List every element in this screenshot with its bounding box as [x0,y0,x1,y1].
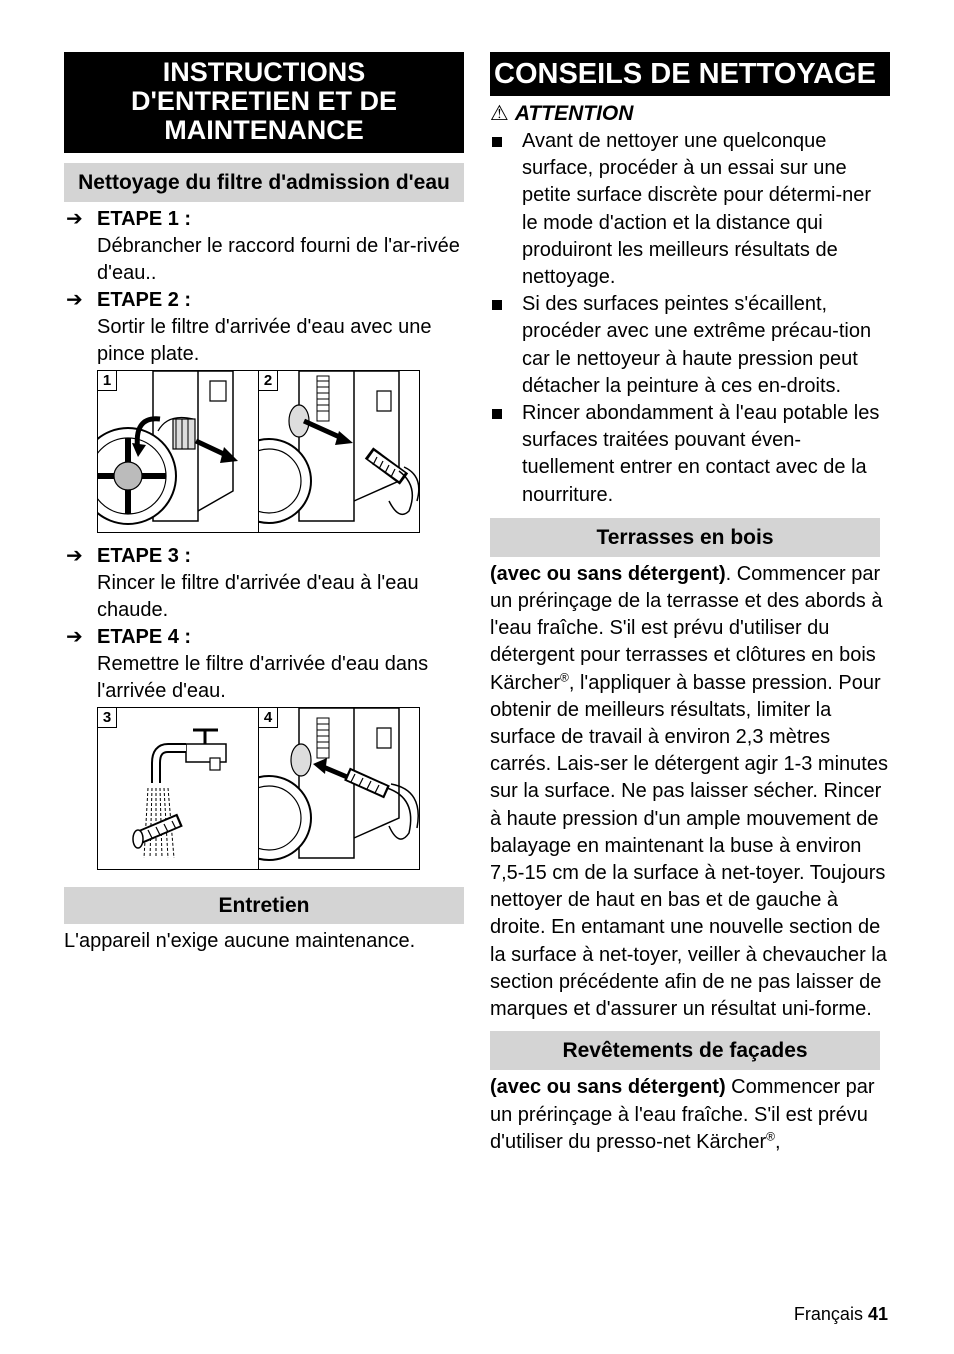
arrow-right-icon: ➔ [66,289,83,311]
arrow-right-icon: ➔ [66,545,83,567]
figure-panel-3 [98,708,259,869]
arrow-right-icon: ➔ [66,208,83,230]
step-1 [64,206,464,287]
page-number: 41 [867,1304,888,1324]
step-2 [64,287,464,368]
list-item: Avant de nettoyer une quelconque surface, procéder à un essai sur une petite surface discrète pour détermi-ner le mode d'action et la distance qui produiront les meilleurs résultats de nettoyage. [490,128,890,291]
figure-panel-4 [259,708,419,869]
figure-steps-1-2 [97,370,420,533]
page-footer [794,1302,888,1326]
terrasses-heading: Terrasses en bois [490,518,880,557]
rinse-filter-tap-illustration [98,708,258,869]
terrasses-text: (avec ou sans détergent). Commencer par un prérinçage de la terrasse et des abords à l'eau fraîche. S'il est prévu d'utiliser du détergent pour terrasses et clôtures en bois Kärcher®, l'appliquer à basse pression. Pour obtenir de meilleurs résultats, limiter la surface de travail à environ 2,3 mètres carrés. Lais-ser le détergent agir 1-3 minutes sur la surface. Ne pas laisser sécher. Rincer à haute pression d'un ample mouvement de balayage en maintenant la buse à environ 7,5-15 cm de la surface à net-toyer. Toujours nettoyer de haut en bas et de gauche à droite. En entamant une nouvelle section de la surface à net-toyer, veiller à chevaucher la section précédente afin de ne pas laisser de marques et d'assurer un résultat uni-forme. [490,562,888,1021]
figure-steps-3-4 [97,707,420,870]
step-2-text: Sortir le filtre d'arrivée d'eau avec une pince plate. [97,316,432,365]
step-3-label: ETAPE 3 : [97,545,192,567]
step-2-label: ETAPE 2 : [97,289,192,311]
step-3 [64,543,464,624]
footer-language: Français [793,1304,863,1324]
bullet-square-icon [492,300,502,310]
arrow-right-icon: ➔ [66,626,83,648]
figure-number: 4 [259,708,278,728]
left-column [64,52,464,955]
step-1-text: Débrancher le raccord fourni de l'ar-rivée d'eau.. [97,235,460,284]
registered-mark: ® [560,670,569,684]
unplug-connector-illustration [98,371,258,532]
list-item: Rincer abondamment à l'eau potable les surfaces traitées pouvant éven-tuellement entrer en contact avec de la nourriture. [490,400,890,509]
step-4-label: ETAPE 4 : [97,626,192,648]
facades-heading: Revêtements de façades [490,1031,880,1070]
facades-text: (avec ou sans détergent) Commencer par un prérinçage à l'eau fraîche. S'il est prévu d'utiliser du presso-net Kärcher®, [490,1076,875,1153]
registered-mark: ® [766,1129,776,1144]
figure-panel-2 [259,371,419,532]
facades-detergent-note: (avec ou sans détergent) [490,1076,726,1099]
reinsert-filter-illustration [259,708,419,869]
maintenance-heading: Entretien [64,887,464,924]
list-item: Si des surfaces peintes s'écaillent, procéder avec une extrême précau-tion car le nettoyeur à haute pression peut détacher la peinture à ces en-droits. [490,291,890,400]
cleaning-tips-title: CONSEILS DE NETTOYAGE [490,52,890,96]
bullet-square-icon [492,137,502,147]
figure-number: 2 [259,371,278,391]
right-column [490,52,890,1156]
bullet-square-icon [492,409,502,419]
figure-number: 1 [98,371,117,391]
attention-list [490,128,890,509]
maintenance-text: L'appareil n'exige aucune maintenance. [64,930,416,952]
attention-label: ATTENTION [514,102,634,125]
warning-triangle-icon: ⚠ [490,102,509,125]
terrasses-detergent-note: (avec ou sans détergent) [490,562,726,585]
step-4 [64,624,464,705]
remove-filter-illustration [259,371,419,532]
step-1-label: ETAPE 1 : [97,208,192,230]
figure-number: 3 [98,708,117,728]
attention-notice [490,100,890,128]
figure-panel-1 [98,371,259,532]
step-3-text: Rincer le filtre d'arrivée d'eau à l'eau chaude. [97,572,419,621]
filter-cleaning-heading: Nettoyage du filtre d'admission d'eau [64,163,464,202]
step-4-text: Remettre le filtre d'arrivée d'eau dans l'arrivée d'eau. [97,653,429,702]
maintenance-title: INSTRUCTIONS D'ENTRETIEN ET DE MAINTENANCE [64,52,464,153]
